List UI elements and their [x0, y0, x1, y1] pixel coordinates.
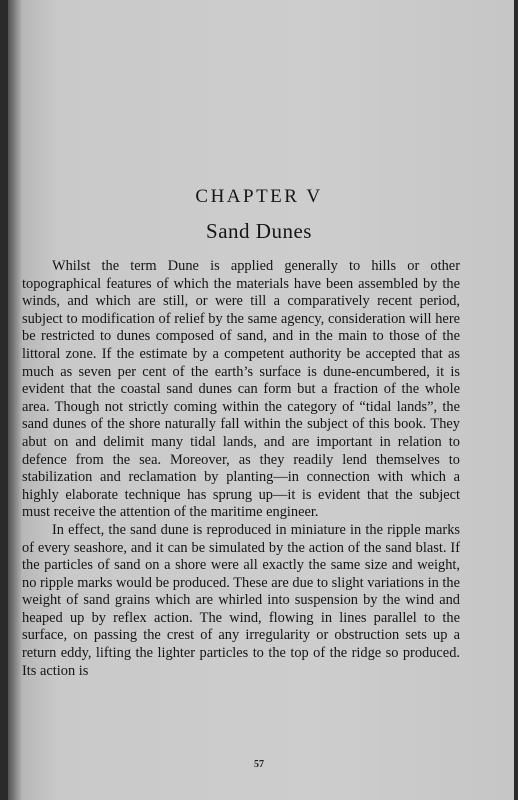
body-text: [22, 258, 460, 680]
page-number: 57: [254, 759, 264, 770]
chapter-title: Sand Dunes: [206, 219, 312, 243]
paragraph-2: In effect, the sand dune is reproduced in miniature in the ripple marks of every seashore, and it can be simulated by the action of the sand blast. If the particles of sand on a shore were all exactly the same size and weight, no ripple marks would be produced. These are due to slight variations in the weight of sand grains which are whirled into suspension by the wind and heaped up by reflex action. The wind, flowing in lines parallel to the surface, on passing the crest of any irregularity or obstruction sets up a return eddy, lifting the lighter particles to the top of the ridge so produced. Its action is: [22, 521, 460, 679]
gutter-shadow: [8, 0, 22, 800]
chapter-heading: CHAPTER V: [195, 186, 323, 207]
paragraph-1: Whilst the term Dune is applied generally to hills or other topographical features of which the materials have been assembled by the winds, and which are still, or were till a comparatively recent period, subject to modification of relief by the same agency, consideration will here be restricted to dunes composed of sand, and in the main to those of the littoral zone. If the estimate by a competent authority be accepted that as much as seven per cent of the earth’s surface is dune-encumbered, it is evident that the coastal sand dunes can form but a fraction of the whole area. Though not strictly coming within the category of “tidal lands”, the sand dunes of the shore naturally fall within the subject of this book. They abut on and delimit many tidal lands, and are important in relation to defence from the sea. Moreover, as they readily lend themselves to stabilization and reclamation by planting—in connection with which a highly elaborate technique has sprung up—it is evident that the subject must receive the attention of the maritime engineer.: [22, 258, 460, 521]
